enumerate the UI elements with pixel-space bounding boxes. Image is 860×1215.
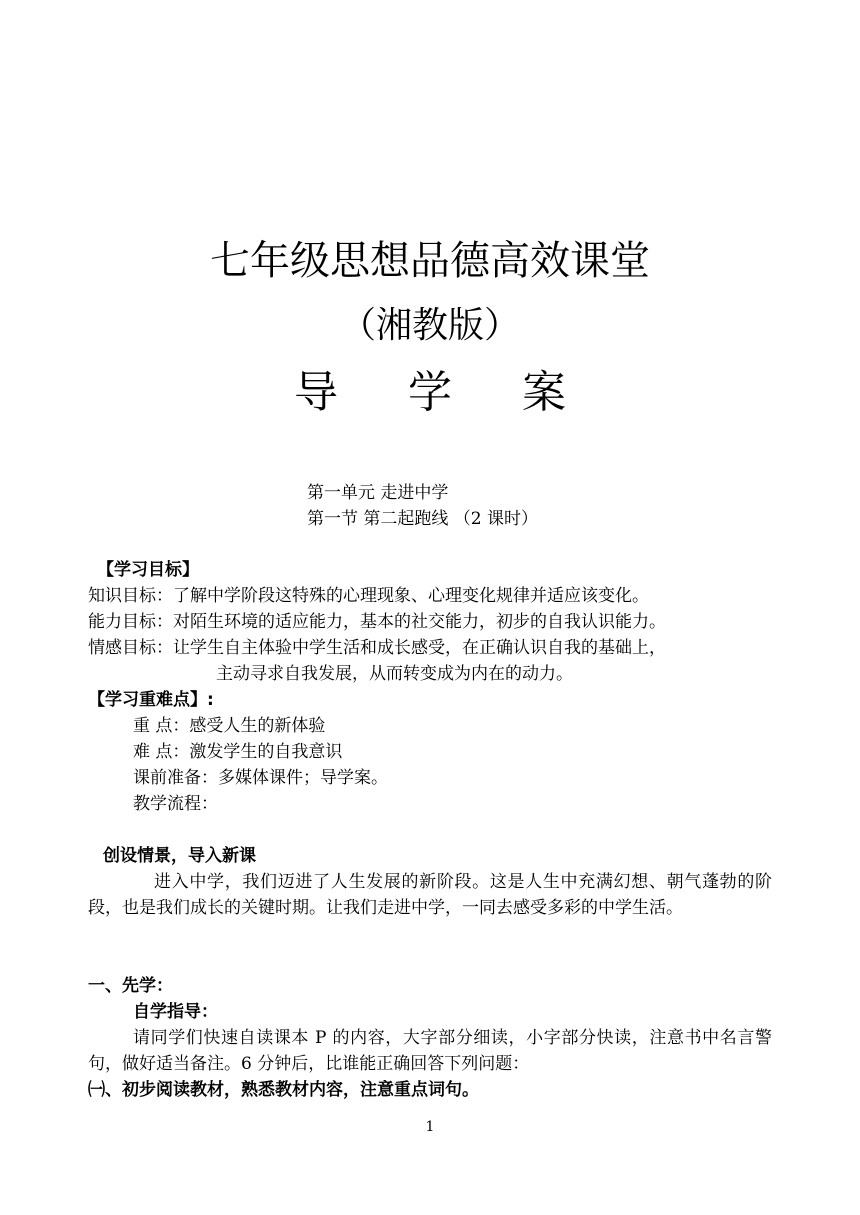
- emotion-objective-line2: 主动寻求自我发展，从而转变成为内在的动力。: [216, 664, 573, 684]
- self-study-paragraph: 请同学们快速自读课本 P 的内容，大字部分细读，小字部分快读，注意书中名言警句，做好适当备注。6 分钟后，比谁能正确回答下列问题：: [88, 1028, 772, 1074]
- class-preparation: 课前准备：多媒体课件；导学案。: [133, 768, 388, 788]
- teaching-flow: 教学流程：: [133, 794, 218, 814]
- section1-heading: 一、先学：: [88, 976, 173, 996]
- document-title: 七年级思想品德高效课堂: [210, 238, 650, 284]
- intro-paragraph: 进入中学，我们迈进了人生发展的新阶段。这是人生中充满幻想、朝气蓬勃的阶段，也是我们成长的关键时期。让我们走进中学，一同去感受多彩的中学生活。: [88, 872, 772, 918]
- unit-title: 第一单元 走进中学: [307, 483, 449, 503]
- study-item-1: ㈠、初步阅读教材，熟悉教材内容，注意重点词句。: [88, 1080, 479, 1100]
- objectives-heading: 【学习目标】: [97, 560, 199, 580]
- page-number: 1: [425, 1119, 435, 1135]
- difficult-point: 难 点：激发学生的自我意识: [133, 742, 343, 762]
- emotion-objective-line1: 情感目标：让学生自主体验中学生活和成长感受，在正确认识自我的基础上，: [88, 638, 666, 658]
- intro-heading: 创设情景，导入新课: [103, 846, 256, 866]
- ability-objective: 能力目标：对陌生环境的适应能力，基本的社交能力，初步的自我认识能力。: [88, 612, 666, 632]
- key-points-heading: 【学习重难点】:: [88, 690, 214, 710]
- document-type: 导学案: [294, 367, 636, 418]
- knowledge-objective: 知识目标：了解中学阶段这特殊的心理现象、心理变化规律并适应该变化。: [88, 586, 649, 606]
- key-point: 重 点：感受人生的新体验: [133, 716, 326, 736]
- self-study-heading: 自学指导：: [133, 1002, 218, 1022]
- lesson-title: 第一节 第二起跑线 （2 课时）: [307, 509, 539, 529]
- document-subtitle: （湘教版）: [339, 305, 520, 346]
